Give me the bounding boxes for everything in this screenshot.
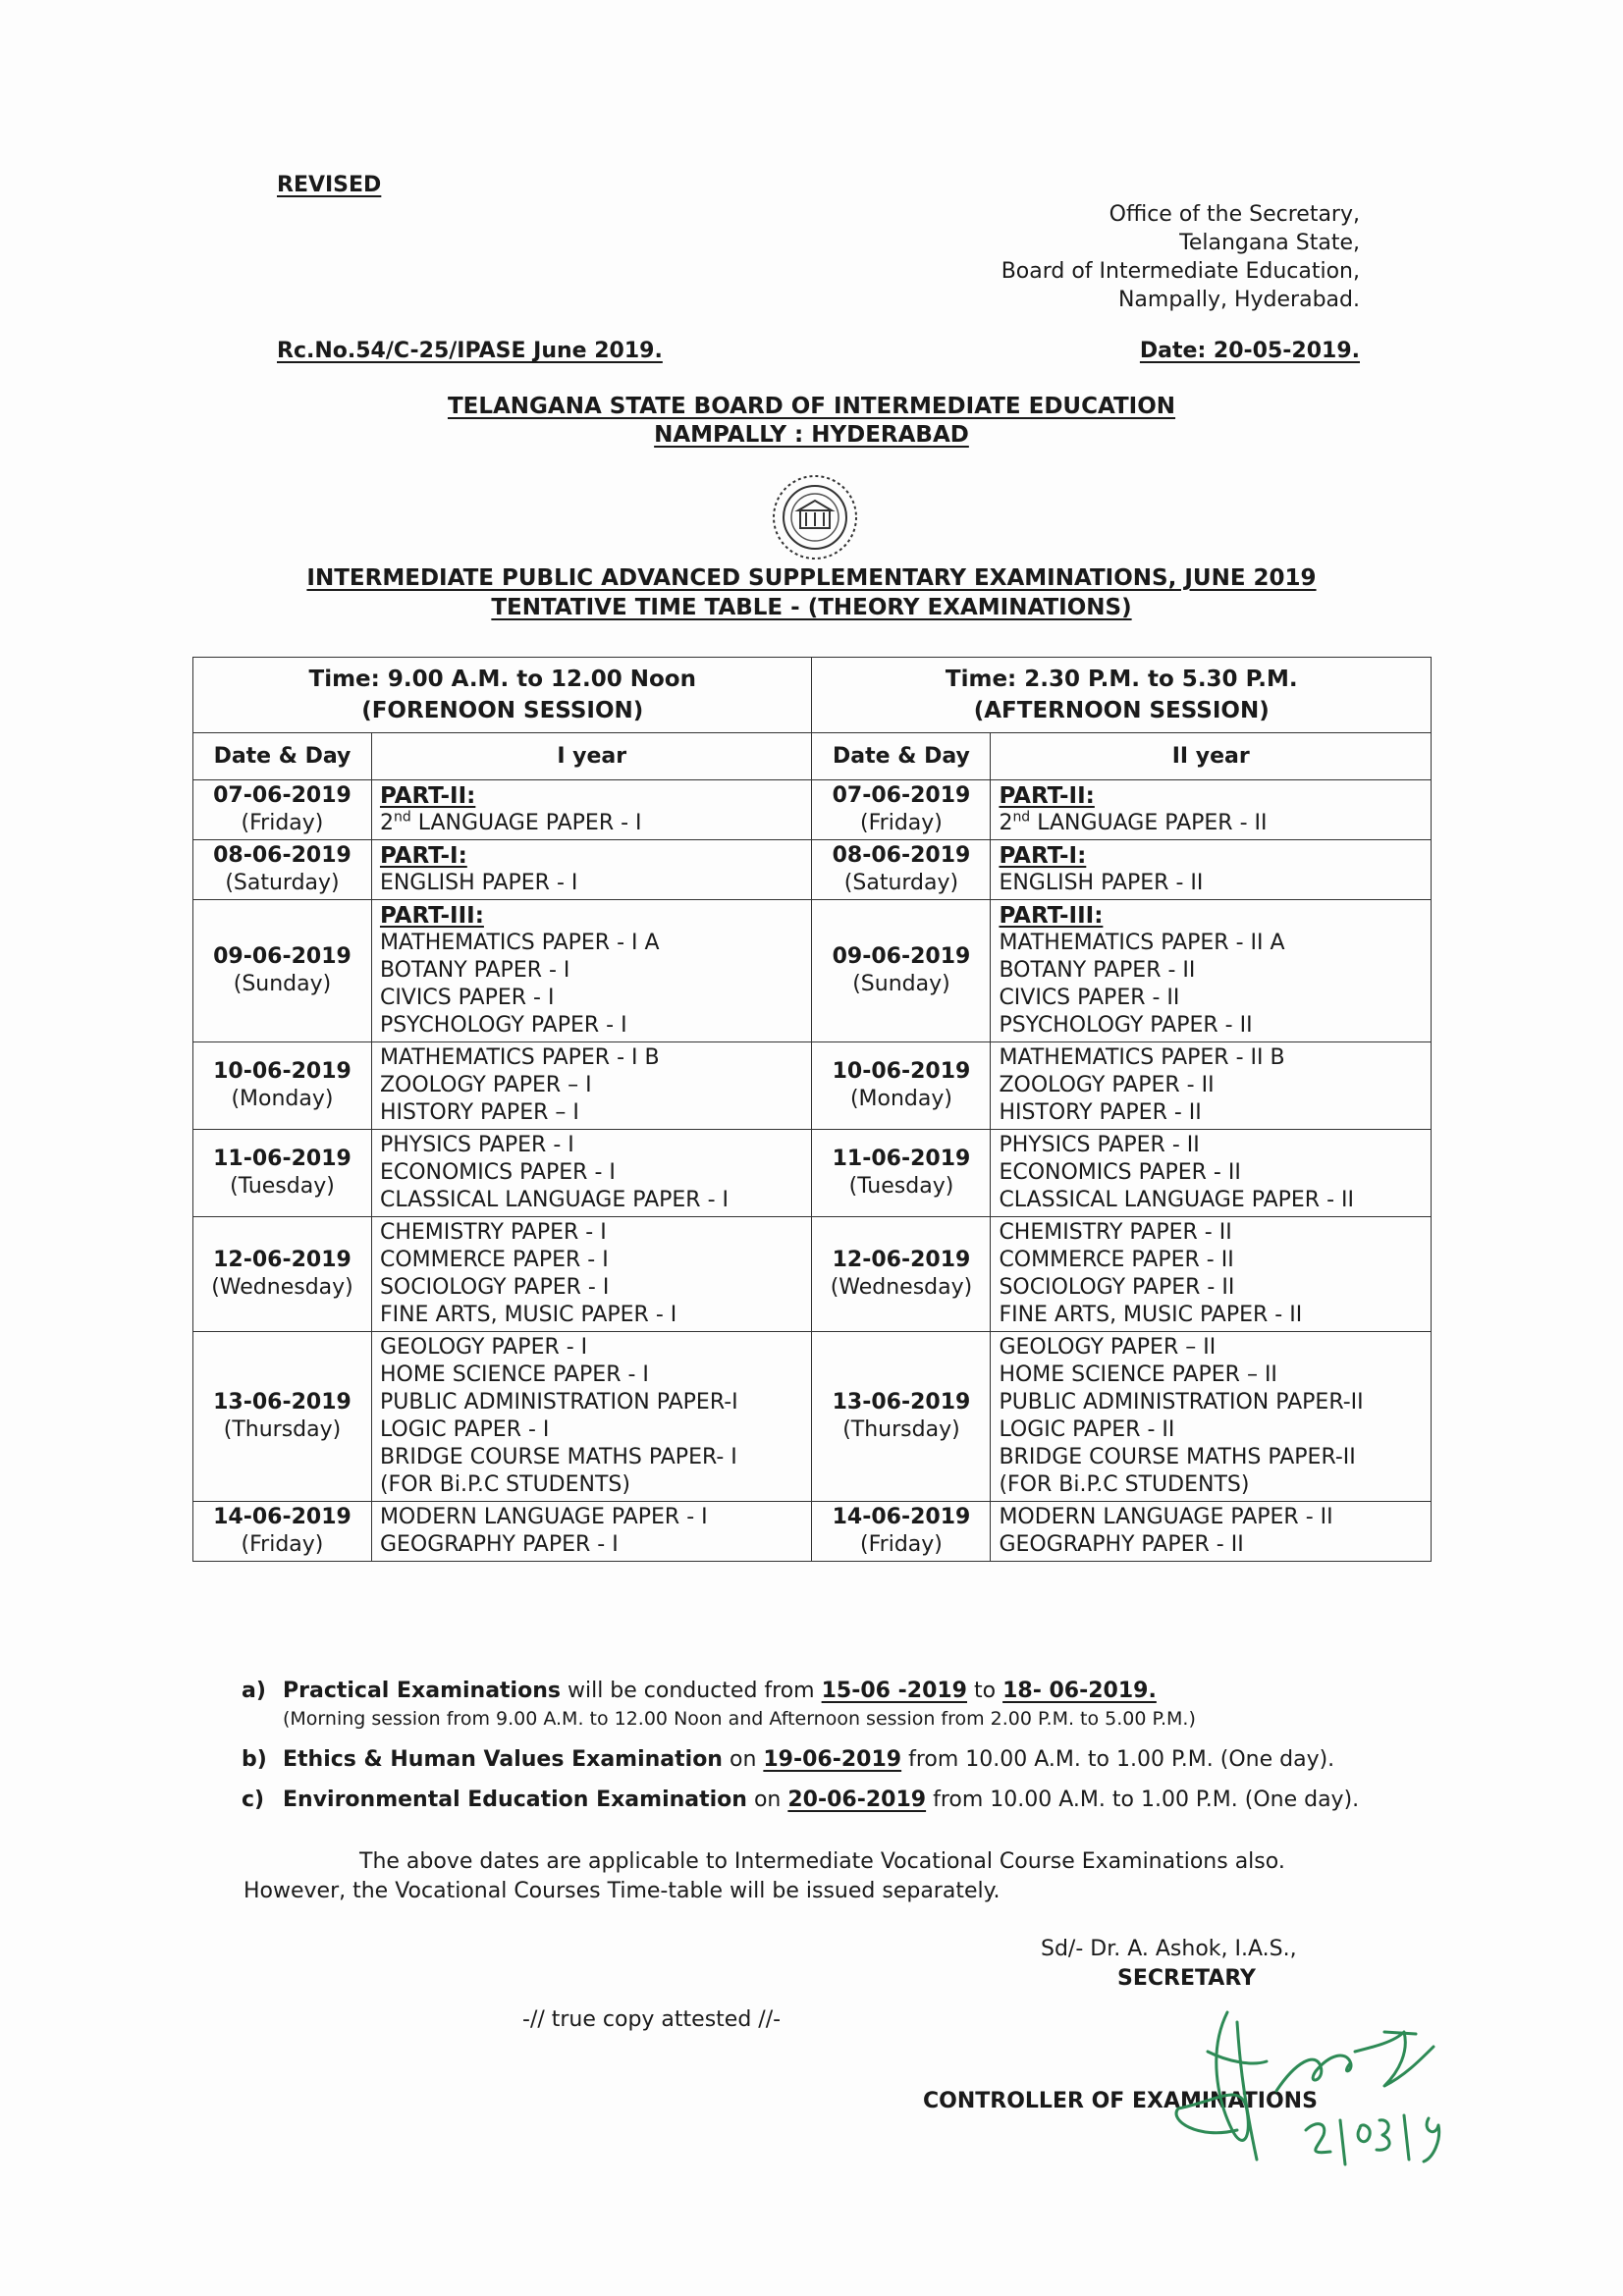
subject-line: ENGLISH PAPER - II: [999, 871, 1204, 895]
secretary-designation: SECRETARY: [1117, 1966, 1256, 1991]
subject-line: BOTANY PAPER - II: [999, 958, 1196, 983]
subject-line: ZOOLOGY PAPER - II: [999, 1073, 1215, 1097]
document-date: Date: 20-05-2019.: [1139, 339, 1360, 363]
subject-line: MATHEMATICS PAPER - II A: [999, 931, 1285, 955]
exam-date: 12-06-2019: [832, 1248, 971, 1272]
subject-line: (FOR Bi.P.C STUDENTS): [999, 1472, 1250, 1497]
subject-line: GEOLOGY PAPER - I: [379, 1335, 588, 1360]
subject-line: CLASSICAL LANGUAGE PAPER - I: [379, 1188, 730, 1212]
date-day-cell: [193, 1130, 372, 1217]
date-day-cell: [812, 1217, 991, 1332]
subject-line: MATHEMATICS PAPER - I B: [379, 1045, 660, 1070]
table-row: [193, 780, 1432, 840]
subject-line: MODERN LANGUAGE PAPER - II: [999, 1505, 1333, 1529]
date-day-cell: [812, 1130, 991, 1217]
date-day-cell: [193, 840, 372, 900]
exam-date: 13-06-2019: [832, 1390, 971, 1415]
exam-day: (Saturday): [843, 871, 959, 895]
subject-line: MATHEMATICS PAPER - I A: [379, 931, 660, 955]
exam-date: 07-06-2019: [832, 783, 971, 808]
exam-day: (Tuesday): [230, 1174, 335, 1199]
part-heading: PART-I:: [999, 843, 1087, 869]
exam-date: 09-06-2019: [832, 944, 971, 969]
exam-date: 09-06-2019: [213, 944, 352, 969]
subject-line: ECONOMICS PAPER - I: [379, 1160, 616, 1185]
note-environmental: [242, 1786, 1420, 1814]
table-row: [193, 1217, 1432, 1332]
subject-line: HISTORY PAPER - II: [999, 1100, 1202, 1125]
timetable: [192, 657, 1432, 1562]
exam-date: 14-06-2019: [832, 1505, 971, 1529]
exam-day: (Friday): [860, 811, 943, 835]
subject-line: HISTORY PAPER – I: [379, 1100, 579, 1125]
first-year-subjects: [371, 1332, 812, 1502]
subject-line: ZOOLOGY PAPER – I: [379, 1073, 592, 1097]
date-day-cell: [193, 1217, 372, 1332]
subject-line: CHEMISTRY PAPER - I: [379, 1220, 607, 1245]
note-date: 19-06-2019: [763, 1747, 902, 1772]
exam-day: (Friday): [241, 811, 324, 835]
subject-line: (FOR Bi.P.C STUDENTS): [379, 1472, 630, 1497]
exam-date: 10-06-2019: [832, 1059, 971, 1084]
ordinal-number: 2: [999, 811, 1013, 835]
note-date: 18- 06-2019.: [1002, 1679, 1157, 1703]
exam-day: (Saturday): [225, 871, 340, 895]
subject-line: BRIDGE COURSE MATHS PAPER-II: [999, 1445, 1356, 1469]
subject-line: HOME SCIENCE PAPER - I: [379, 1362, 649, 1387]
subject-line: FINE ARTS, MUSIC PAPER - II: [999, 1303, 1303, 1327]
controller-of-examinations: CONTROLLER OF EXAMINATIONS: [923, 2089, 1318, 2113]
subject-line: ENGLISH PAPER - I: [379, 871, 578, 895]
second-year-subjects: [991, 780, 1432, 840]
second-year-subjects: [991, 1130, 1432, 1217]
table-row: [193, 1332, 1432, 1502]
note-label: b): [242, 1747, 267, 1772]
session-header-row: [193, 658, 1432, 733]
exam-title: INTERMEDIATE PUBLIC ADVANCED SUPPLEMENTARY EXAMINATIONS, JUNE 2019: [306, 565, 1317, 591]
exam-day: (Friday): [860, 1532, 943, 1557]
subject-line: LOGIC PAPER - II: [999, 1417, 1175, 1442]
board-name: TELANGANA STATE BOARD OF INTERMEDIATE EDUCATION: [447, 394, 1176, 419]
second-year-subjects: [991, 1332, 1432, 1502]
part-heading: PART-II:: [379, 783, 476, 809]
date-day-cell: [193, 1042, 372, 1130]
subject-line: LOGIC PAPER - I: [379, 1417, 550, 1442]
subject-line: GEOGRAPHY PAPER - I: [379, 1532, 619, 1557]
note-text: to: [967, 1679, 1003, 1703]
first-year-subjects: [371, 900, 812, 1042]
exam-day: (Wednesday): [211, 1275, 353, 1300]
note-title: Practical Examinations: [283, 1679, 561, 1703]
note-practical: [242, 1677, 1420, 1734]
subject-line: SOCIOLOGY PAPER - I: [379, 1275, 610, 1300]
vocational-paragraph: [243, 1847, 1422, 1906]
note-date: 20-06-2019: [787, 1788, 927, 1812]
subject-line: ECONOMICS PAPER - II: [999, 1160, 1241, 1185]
subject-line: MATHEMATICS PAPER - II B: [999, 1045, 1285, 1070]
exam-day: (Thursday): [223, 1417, 342, 1442]
subject-line: GEOLOGY PAPER – II: [999, 1335, 1217, 1360]
first-year-subjects: [371, 780, 812, 840]
date-day-cell: [193, 1502, 372, 1562]
column-header-date: Date & Day: [812, 733, 991, 780]
subject-line: PHYSICS PAPER - II: [999, 1133, 1200, 1157]
second-year-subjects: [991, 1502, 1432, 1562]
forenoon-session-header: [193, 658, 812, 733]
date-day-cell: [812, 780, 991, 840]
exam-date: 07-06-2019: [213, 783, 352, 808]
exam-day: (Monday): [231, 1087, 334, 1111]
first-year-subjects: [371, 840, 812, 900]
date-day-cell: [812, 1042, 991, 1130]
board-place: NAMPALLY : HYDERABAD: [654, 422, 969, 448]
subject-line: PUBLIC ADMINISTRATION PAPER-II: [999, 1390, 1364, 1415]
subject-line: SOCIOLOGY PAPER - II: [999, 1275, 1235, 1300]
exam-day: (Monday): [849, 1087, 952, 1111]
column-header-date: Date & Day: [193, 733, 372, 780]
note-text: from 10.00 A.M. to 1.00 P.M. (One day).: [926, 1788, 1360, 1812]
note-label: c): [242, 1788, 265, 1812]
office-line: Nampally, Hyderabad.: [1117, 288, 1360, 312]
board-seal-icon: [771, 473, 859, 561]
first-year-subjects: [371, 1130, 812, 1217]
exam-date: 08-06-2019: [213, 843, 352, 868]
first-year-subjects: [371, 1042, 812, 1130]
ordinal-number: 2: [379, 811, 394, 835]
note-text: will be conducted from: [560, 1679, 822, 1703]
subject-line: MODERN LANGUAGE PAPER - I: [379, 1505, 708, 1529]
second-year-subjects: [991, 1042, 1432, 1130]
exam-day: (Sunday): [233, 972, 332, 996]
table-title: TENTATIVE TIME TABLE - (THEORY EXAMINATIONS): [491, 595, 1132, 620]
note-text: on: [746, 1788, 788, 1812]
table-row: [193, 840, 1432, 900]
exam-day: (Sunday): [852, 972, 950, 996]
note-text: from 10.00 A.M. to 1.00 P.M. (One day).: [901, 1747, 1335, 1772]
subject-line: CIVICS PAPER - II: [999, 986, 1180, 1010]
exam-day: (Thursday): [842, 1417, 960, 1442]
note-label: a): [242, 1679, 266, 1703]
second-year-subjects: [991, 1217, 1432, 1332]
subject-line: PHYSICS PAPER - I: [379, 1133, 574, 1157]
date-day-cell: [812, 1502, 991, 1562]
subject-line: BRIDGE COURSE MATHS PAPER- I: [379, 1445, 737, 1469]
true-copy-attested: -// true copy attested //-: [522, 2007, 782, 2032]
forenoon-label: (FORENOON SESSION): [361, 698, 644, 723]
part-heading: PART-I:: [379, 843, 467, 869]
paragraph-line: The above dates are applicable to Intermediate Vocational Course Examinations also.: [359, 1849, 1285, 1874]
date-day-cell: [812, 900, 991, 1042]
note-text: on: [722, 1747, 764, 1772]
handwritten-signature-icon: [1159, 1993, 1483, 2179]
exam-date: 11-06-2019: [213, 1147, 352, 1171]
exam-date: 14-06-2019: [213, 1505, 352, 1529]
note-ethics: [242, 1745, 1420, 1774]
exam-date: 13-06-2019: [213, 1390, 352, 1415]
subject-line: PUBLIC ADMINISTRATION PAPER-I: [379, 1390, 738, 1415]
date-day-cell: [812, 1332, 991, 1502]
note-title: Ethics & Human Values Examination: [283, 1747, 723, 1772]
second-year-subjects: [991, 840, 1432, 900]
date-day-cell: [193, 780, 372, 840]
table-row: [193, 1502, 1432, 1562]
exam-date: 12-06-2019: [213, 1248, 352, 1272]
reference-number: Rc.No.54/C-25/IPASE June 2019.: [277, 339, 663, 363]
first-year-subjects: [371, 1217, 812, 1332]
second-year-subjects: [991, 900, 1432, 1042]
paragraph-line: However, the Vocational Courses Time-table will be issued separately.: [243, 1879, 1001, 1903]
table-row: [193, 1042, 1432, 1130]
first-year-subjects: [371, 1502, 812, 1562]
exam-day: (Friday): [241, 1532, 324, 1557]
afternoon-session-header: [812, 658, 1432, 733]
afternoon-time: Time: 2.30 P.M. to 5.30 P.M.: [945, 667, 1298, 692]
subject-line: CIVICS PAPER - I: [379, 986, 555, 1010]
date-day-cell: [193, 1332, 372, 1502]
subject-text: LANGUAGE PAPER - I: [417, 811, 642, 835]
office-line: Office of the Secretary,: [1109, 202, 1360, 227]
exam-date: 08-06-2019: [832, 843, 971, 868]
signed-by: Sd/- Dr. A. Ashok, I.A.S.,: [1041, 1937, 1297, 1961]
subject-line: [380, 810, 804, 837]
part-heading: PART-III:: [999, 903, 1104, 929]
note-date: 15-06 -2019: [821, 1679, 967, 1703]
ordinal-suffix: nd: [1012, 809, 1031, 826]
subject-line: CLASSICAL LANGUAGE PAPER - II: [999, 1188, 1354, 1212]
subject-text: LANGUAGE PAPER - II: [1037, 811, 1268, 835]
notes: [242, 1677, 1420, 1826]
note-title: Environmental Education Examination: [283, 1788, 747, 1812]
timetable-body: [193, 780, 1432, 1562]
subject-line: BOTANY PAPER - I: [379, 958, 570, 983]
forenoon-time: Time: 9.00 A.M. to 12.00 Noon: [308, 667, 696, 692]
subject-line: [999, 810, 1423, 837]
revised-label: REVISED: [277, 173, 382, 197]
subject-line: COMMERCE PAPER - II: [999, 1248, 1234, 1272]
subject-line: PSYCHOLOGY PAPER - II: [999, 1013, 1253, 1038]
subject-line: CHEMISTRY PAPER - II: [999, 1220, 1232, 1245]
exam-day: (Wednesday): [830, 1275, 973, 1300]
column-header-row: [193, 733, 1432, 780]
ordinal-suffix: nd: [393, 809, 411, 826]
part-heading: PART-III:: [379, 903, 484, 929]
office-line: Board of Intermediate Education,: [1001, 259, 1360, 284]
exam-date: 11-06-2019: [832, 1147, 971, 1171]
exam-date: 10-06-2019: [213, 1059, 352, 1084]
column-header-second-year: II year: [991, 733, 1432, 780]
date-day-cell: [812, 840, 991, 900]
subject-line: FINE ARTS, MUSIC PAPER - I: [379, 1303, 677, 1327]
office-address: [849, 200, 1360, 314]
column-header-first-year: I year: [371, 733, 812, 780]
table-row: [193, 1130, 1432, 1217]
date-day-cell: [193, 900, 372, 1042]
subject-line: PSYCHOLOGY PAPER - I: [379, 1013, 627, 1038]
part-heading: PART-II:: [999, 783, 1095, 809]
office-line: Telangana State,: [1179, 231, 1360, 255]
exam-day: (Tuesday): [848, 1174, 954, 1199]
afternoon-label: (AFTERNOON SESSION): [973, 698, 1270, 723]
table-row: [193, 900, 1432, 1042]
note-subtext: (Morning session from 9.00 A.M. to 12.00 Noon and Afternoon session from 2.00 P.M. to 5.00 P.M.): [283, 1708, 1196, 1730]
subject-line: COMMERCE PAPER - I: [379, 1248, 609, 1272]
subject-line: GEOGRAPHY PAPER - II: [999, 1532, 1244, 1557]
subject-line: HOME SCIENCE PAPER – II: [999, 1362, 1277, 1387]
